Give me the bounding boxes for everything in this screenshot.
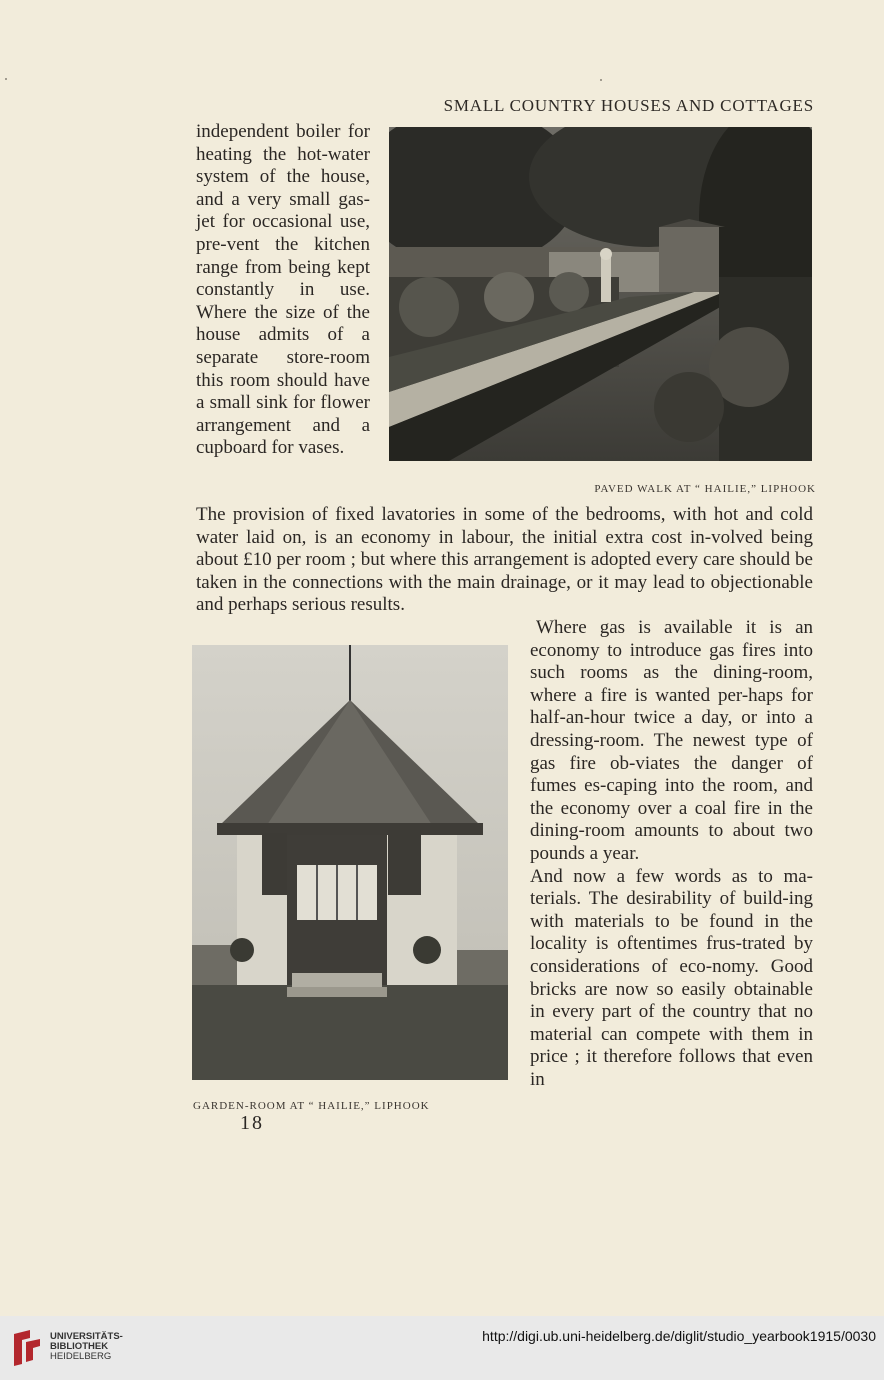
full-width-text xyxy=(196,504,813,617)
photo-garden-room xyxy=(192,645,508,1080)
right-column-text xyxy=(530,617,813,1091)
paved-walk-illustration xyxy=(389,127,812,461)
page-speck xyxy=(600,79,602,81)
photo-paved-walk xyxy=(389,127,812,461)
running-head: SMALL COUNTRY HOUSES AND COTTAGES xyxy=(443,96,814,115)
paragraph: The provision of fixed lavatories in some of the bedrooms, with hot and cold water laid on, is an economy in labour, the initial extra cost in-volved being about £10 per room ; but where this arrangement is adopted every care should be taken in the connections with the main drainage, or it may lead to objectionable and perhaps serious results. xyxy=(196,504,813,616)
photo-caption-garden-room: GARDEN-ROOM AT “ HAILIE,” LIPHOOK xyxy=(193,1100,430,1112)
page-speck xyxy=(5,78,7,80)
paragraph: Where gas is available it is an economy to introduce gas fires into such rooms as the dining-room, where a fire is wanted per-haps for half-an-hour twice a day, or into a dressing-room. The newest type of gas fire ob-viates the danger of fumes es-caping into the room, and the economy over a coal fire in the dining-room amounts to about two pounds a year. xyxy=(530,617,813,864)
university-library-logo-icon xyxy=(10,1326,44,1370)
photo-caption-paved-walk: PAVED WALK AT “ HAILIE,” LIPHOOK xyxy=(594,483,816,495)
viewer-footer xyxy=(0,1316,884,1380)
paragraph: independent boiler for heating the hot-water system of the house, and a very small gas-jet for occasional use, pre-vent the kitchen range from being kept constantly in use. Where the size of the house admits of a separate store-room this room should have a small sink for flower arrangement and a cupboard for vases. xyxy=(196,121,370,459)
library-name-line: HEIDELBERG xyxy=(50,1351,112,1362)
left-column-text xyxy=(196,121,370,460)
library-name-line: UNIVERSITÄTS- xyxy=(50,1331,123,1342)
source-url-link[interactable]: http://digi.ub.uni-heidelberg.de/diglit/studio_yearbook1915/0030 xyxy=(482,1328,876,1344)
library-name xyxy=(50,1332,123,1362)
page-number: 18 xyxy=(240,1112,264,1134)
library-name-line: BIBLIOTHEK xyxy=(50,1341,109,1352)
garden-room-illustration xyxy=(192,645,508,1080)
paragraph: And now a few words as to ma-terials. The desirability of build-ing with materials to be found in the locality is oftentimes frus-trated by considerations of eco-nomy. Good bricks are now so easily obtainable in every part of the country that no material can compete with them in price ; it therefore follows that even in xyxy=(530,865,813,1090)
